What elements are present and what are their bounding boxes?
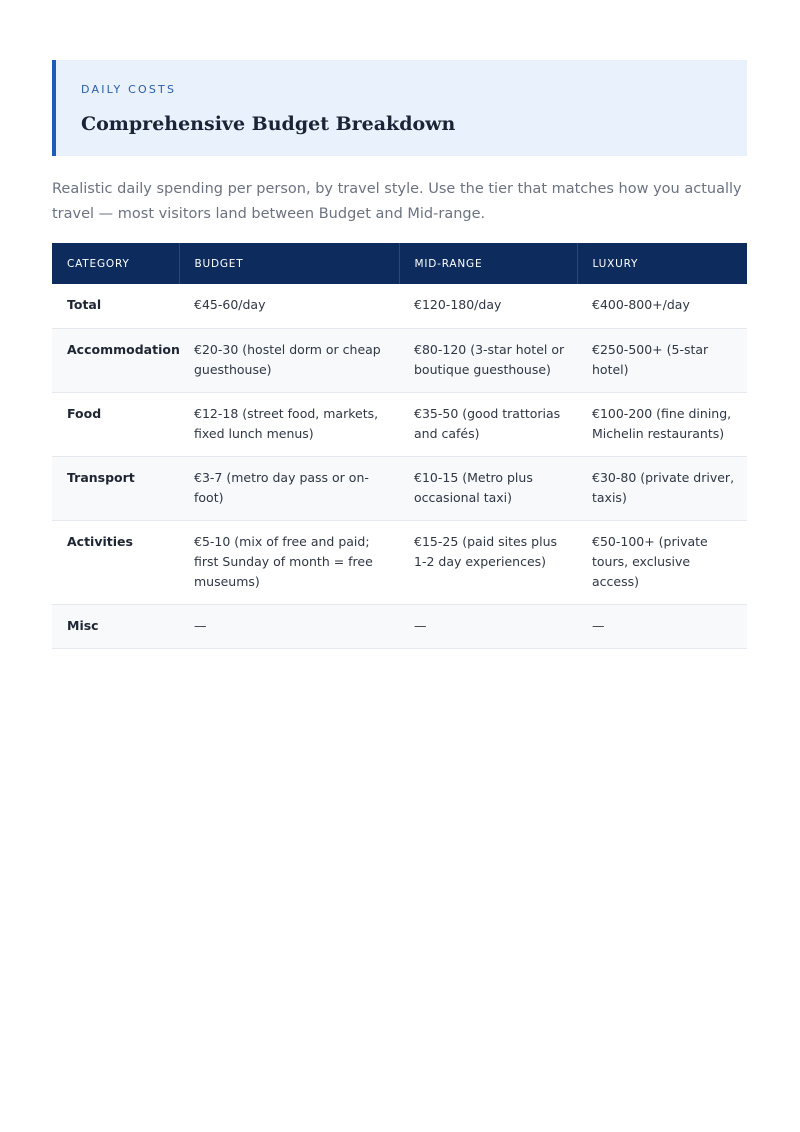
budget-cell: — <box>179 604 399 648</box>
section-title: Comprehensive Budget Breakdown <box>81 113 456 135</box>
mid-range-cell: €35-50 (good trattorias and cafés) <box>399 392 577 456</box>
luxury-cell: €250-500+ (5-star hotel) <box>577 328 747 392</box>
header-luxury: LUXURY <box>577 243 747 284</box>
mid-range-cell: €15-25 (paid sites plus 1-2 day experiences) <box>399 520 577 604</box>
category-cell: Activities <box>52 520 179 604</box>
budget-cell: €3-7 (metro day pass or on-foot) <box>179 456 399 520</box>
table-row <box>52 392 747 456</box>
table-row <box>52 328 747 392</box>
header-category: CATEGORY <box>52 243 179 284</box>
budget-cell: €5-10 (mix of free and paid; first Sunday of month = free museums) <box>179 520 399 604</box>
table-row <box>52 284 747 328</box>
category-cell: Accommodation <box>52 328 179 392</box>
luxury-cell: — <box>577 604 747 648</box>
luxury-cell: €30-80 (private driver, taxis) <box>577 456 747 520</box>
header-mid-range: MID-RANGE <box>399 243 577 284</box>
table-row <box>52 456 747 520</box>
budget-cell: €20-30 (hostel dorm or cheap guesthouse) <box>179 328 399 392</box>
luxury-cell: €400-800+/day <box>577 284 747 328</box>
luxury-cell: €100-200 (fine dining, Michelin restaurants) <box>577 392 747 456</box>
budget-table <box>52 243 747 649</box>
budget-cell: €12-18 (street food, markets, fixed lunch menus) <box>179 392 399 456</box>
mid-range-cell: — <box>399 604 577 648</box>
table-row <box>52 520 747 604</box>
mid-range-cell: €120-180/day <box>399 284 577 328</box>
category-cell: Food <box>52 392 179 456</box>
category-cell: Misc <box>52 604 179 648</box>
section-callout <box>52 60 747 156</box>
mid-range-cell: €10-15 (Metro plus occasional taxi) <box>399 456 577 520</box>
budget-cell: €45-60/day <box>179 284 399 328</box>
table-header-row <box>52 243 747 284</box>
category-cell: Transport <box>52 456 179 520</box>
header-budget: BUDGET <box>179 243 399 284</box>
table-row <box>52 604 747 648</box>
luxury-cell: €50-100+ (private tours, exclusive access) <box>577 520 747 604</box>
page <box>52 60 747 649</box>
section-eyebrow: DAILY COSTS <box>81 83 177 96</box>
mid-range-cell: €80-120 (3-star hotel or boutique guesthouse) <box>399 328 577 392</box>
category-cell: Total <box>52 284 179 328</box>
intro-paragraph: Realistic daily spending per person, by travel style. Use the tier that matches how you actually travel — most visitors land between Budget and Mid-range. <box>52 181 742 222</box>
